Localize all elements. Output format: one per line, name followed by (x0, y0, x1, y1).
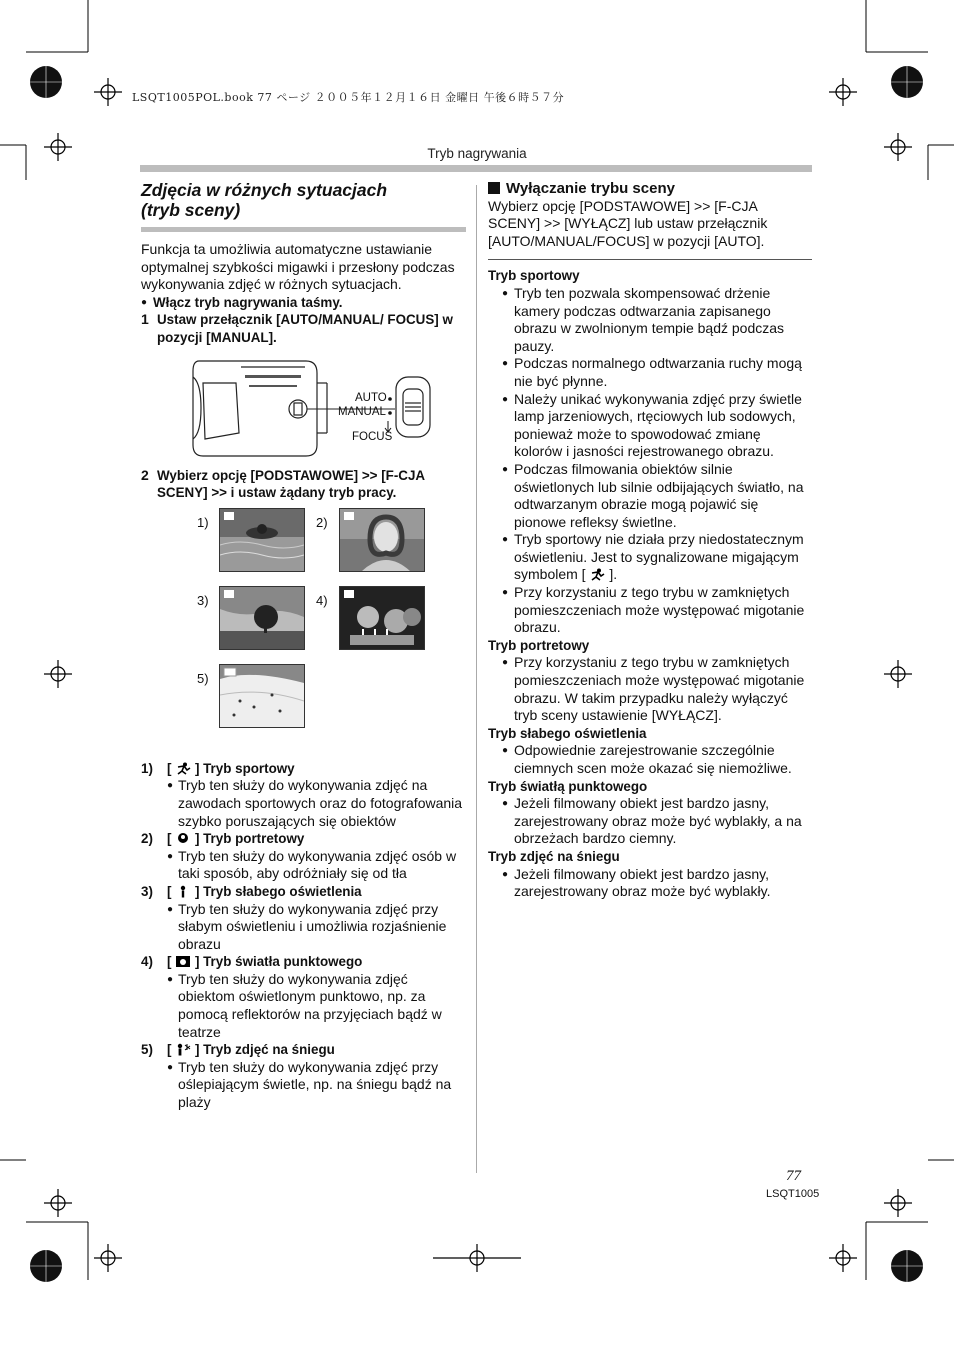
low-light-note-1: ● Odpowiednie zarejestrowanie szczególnie ciemnych scen może okazać się niemożliwe. (502, 742, 812, 777)
step-1-text: Ustaw przełącznik [AUTO/MANUAL/ FOCUS] w pozycji [MANUAL]. (157, 312, 453, 345)
mode-5-description: ● Tryb ten służy do wykonywania zdjęć przy oślepiającym świetle, np. na śniegu bądź na plaży (167, 1059, 466, 1112)
sports-icon (175, 762, 191, 775)
thumb-label-5: 5) (197, 670, 209, 686)
left-column (141, 180, 466, 1112)
scene-off-title: Wyłączanie trybu sceny (506, 180, 675, 197)
mode-4-bracket: [ (167, 954, 172, 970)
portrait-note-1: ● Przy korzystaniu z tego trybu w zamkniętych pomieszczeniach może występować migotanie obrazu. W takim przypadku należy wyłączyć tryb sceny ustawienie [WYŁĄCZ]. (502, 654, 812, 724)
mode-4-number: 4) (141, 954, 153, 970)
mode-5-heading (141, 1041, 466, 1059)
mode-1-title: ] Tryb sportowy (194, 760, 295, 776)
thumb-portrait (339, 508, 425, 572)
sports-heading: Tryb sportowy (488, 268, 580, 284)
portrait-icon (175, 832, 191, 845)
thumb-snow (219, 664, 305, 728)
column-separator (476, 185, 477, 1173)
step-2-number: 2 (141, 466, 149, 483)
divider (488, 259, 812, 260)
switch-label-manual: MANUAL (338, 405, 386, 418)
camera-illustration (141, 353, 466, 463)
title-line-2: (tryb sceny) (141, 200, 241, 220)
sports-note-3: ● Należy unikać wykonywania zdjęć przy świetle lamp jarzeniowych, rtęciowych lub sodowych, ponieważ może to spowodować zmianę kolorów i jasności rejestrowanego obrazu. (502, 391, 812, 461)
step-2-text: Wybierz opcję [PODSTAWOWE] >> [F-CJA SCENY] >> i ustaw żądany tryb pracy. (157, 467, 425, 501)
mode-1-bracket: [ (167, 760, 172, 776)
ski-slope-photo (220, 665, 304, 727)
scene-thumbnails (141, 508, 466, 760)
mode-2-heading (141, 830, 466, 848)
mode-5-number: 5) (141, 1042, 153, 1058)
mode-5-title: ] Tryb zdjęć na śniegu (194, 1042, 335, 1058)
model-code: LSQT1005 (766, 1188, 820, 1200)
mode-1-description: ● Tryb ten służy do wykonywania zdjęć na zawodach sportowych oraz do fotografowania szybko poruszających się obiektów (167, 777, 466, 830)
thumb-spotlight (339, 586, 425, 650)
switch-label-focus: FOCUS (352, 430, 393, 443)
section-title: Tryb nagrywania (427, 146, 527, 161)
mode-3-description: ● Tryb ten służy do wykonywania zdjęć przy słabym oświetleniu i umożliwia rozjaśnienie obrazu (167, 901, 466, 954)
sports-note-5 (502, 531, 812, 584)
thumb-label-2: 2) (316, 514, 328, 530)
step-1-number: 1 (141, 311, 149, 328)
scene-off-text: Wybierz opcję [PODSTAWOWE] >> [F-CJA SCENY] >> [WYŁĄCZ] lub ustaw przełącznik [AUTO/MANUAL/FOCUS] w pozycji [AUTO]. (488, 197, 768, 249)
mode-2-title: ] Tryb portretowy (194, 831, 305, 847)
mode-5-bracket: [ (167, 1042, 172, 1058)
mode-4-heading (141, 953, 466, 971)
sports-icon (589, 568, 605, 581)
mode-2-bracket: [ (167, 831, 172, 847)
sports-note-2: ● Podczas normalnego odtwarzania ruchy mogą nie być płynne. (502, 355, 812, 390)
birthday-photo (340, 587, 424, 649)
thumb-label-1: 1) (197, 514, 209, 530)
page-number: 77 (786, 1168, 801, 1184)
right-column (488, 180, 812, 901)
mode-4-description: ● Tryb ten służy do wykonywania zdjęć obiektom oświetlonym punktowo, np. za pomocą reflektorów na przyjęciach bądź w teatrze (167, 971, 466, 1041)
swimmer-photo (220, 509, 304, 571)
mode-2-number: 2) (141, 831, 153, 847)
step-1 (141, 311, 466, 346)
switch-label-auto: AUTO (355, 391, 387, 404)
spotlight-icon (175, 955, 191, 968)
snow-heading: Tryb zdjęć na śniegu (488, 848, 620, 864)
title-line-1: Zdjęcia w różnych sytuacjach (141, 180, 388, 200)
mode-3-heading (141, 883, 466, 901)
tree-photo (220, 587, 304, 649)
snow-icon (175, 1043, 191, 1056)
spotlight-note-1: ● Jeżeli filmowany obiekt jest bardzo jasny, zarejestrowany obraz może być wyblakły, a na obrzeżach bardzo ciemny. (502, 795, 812, 848)
mode-1-heading (141, 760, 466, 778)
mode-2-description: ● Tryb ten służy do wykonywania zdjęć osób w taki sposób, aby odróżniały się od tła (167, 848, 466, 883)
prep-note: ● Włącz tryb nagrywania taśmy. (141, 294, 466, 312)
sports-note-5-end: ]. (609, 566, 618, 583)
snow-note-1: ● Jeżeli filmowany obiekt jest bardzo jasny, zarejestrowany obraz może być wyblakły. (502, 866, 812, 901)
scene-off-heading (488, 180, 812, 198)
title-bar (141, 227, 466, 232)
thumb-label-4: 4) (316, 592, 328, 608)
page-title (141, 180, 466, 220)
mode-3-bracket: [ (167, 883, 172, 899)
portrait-heading: Tryb portretowy (488, 637, 590, 653)
mode-list (141, 760, 466, 1112)
spotlight-heading: Tryb światłą punktowego (488, 778, 648, 794)
camcorder-drawing (141, 353, 466, 463)
thumb-label-3: 3) (197, 592, 209, 608)
thumb-low-light (219, 586, 305, 650)
print-header: LSQT1005POL.book 77 ページ ２００５年１２月１６日 金曜日 午後６時５７分 (132, 91, 565, 104)
intro-text: Funkcja ta umożliwia automatyczne ustawianie optymalnej szybkości migawki i przesłony podczas wykonywania zdjęć w różnych sytuacjach. (141, 241, 455, 293)
mode-1-number: 1) (141, 760, 153, 776)
low-light-heading: Tryb słabego oświetlenia (488, 725, 647, 741)
low-light-icon (175, 885, 191, 898)
square-bullet-icon (488, 182, 500, 194)
thumb-sports (219, 508, 305, 572)
step-2 (141, 467, 466, 502)
portrait-photo (340, 509, 424, 571)
mode-3-title: ] Tryb słabego oświetlenia (194, 883, 362, 899)
sports-note-6: ● Przy korzystaniu z tego trybu w zamkniętych pomieszczeniach może występować migotanie obrazu. (502, 584, 812, 637)
mode-3-number: 3) (141, 883, 153, 899)
sports-note-1: ● Tryb ten pozwala skompensować drżenie kamery podczas odtwarzania zapisanego obrazu w zwolnionym tempie bądź podczas pauzy. (502, 285, 812, 355)
sports-note-4: ● Podczas filmowania obiektów silnie oświetlonych lub silnie odbijających światło, na odtwarzanym obrazie mogą pojawić się pionowe refleksy świetlne. (502, 461, 812, 531)
header-bar (140, 165, 812, 172)
sports-note-5-text: Tryb sportowy nie działa przy niedostatecznym oświetleniu. Jest to sygnalizowane migającym symbolem [ (514, 531, 804, 583)
mode-4-title: ] Tryb światła punktowego (194, 954, 363, 970)
